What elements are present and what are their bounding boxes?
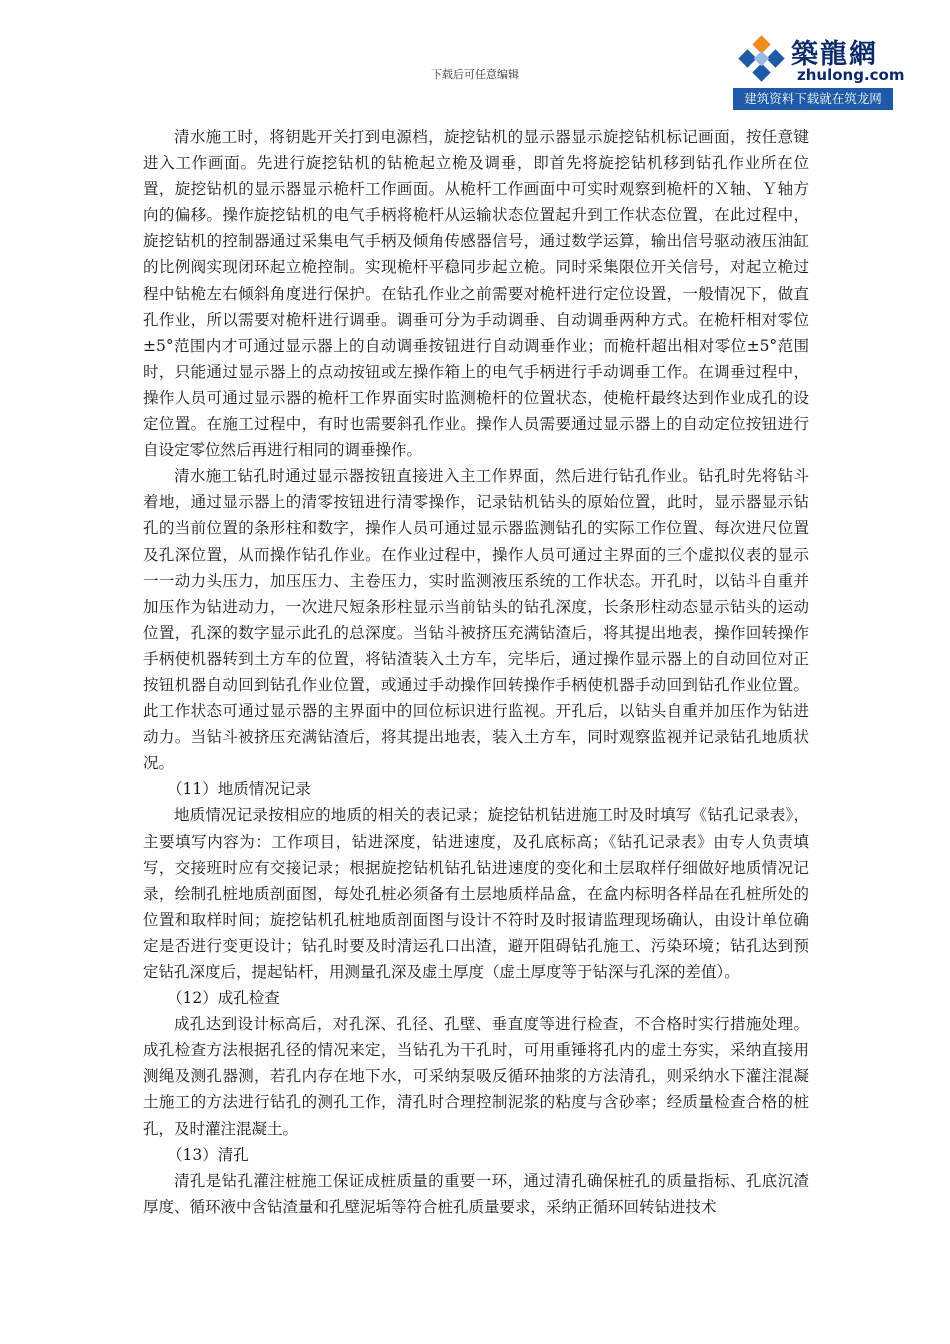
paragraph-geology-record: 地质情况记录按相应的地质的相关的表记录；旋挖钻机钻进施工时及时填写《钻孔记录表》，主要填写内容为：工作项目，钻进深度，钻进速度，及孔底标高；《钻孔记录表》由专人负责填写，交接班时应有交接记录；根据旋挖钻机钻孔钻进速度的变化和土层取样仔细做好地质情况记录，绘制孔桩地质剖面图，每处孔桩必须备有土层地质样品盒，在盒内标明各样品在孔桩所处的位置和取样时间；旋挖钻机孔桩地质剖面图与设计不符时及时报请监理现场确认，由设计单位确定是否进行变更设计；钻孔时要及时清运孔口出渣，避开阻碍钻孔施工、污染环境；钻孔达到预定钻孔深度后，提起钻杆，用测量孔深及虚土厚度（虚土厚度等于钻深与孔深的差值）。	[143, 806, 809, 981]
logo-name-en: zhulong.com	[797, 66, 905, 84]
section-heading-hole-inspection: （12）成孔检查	[167, 989, 280, 1008]
section-heading-geology-record: （11）地质情况记录	[167, 780, 311, 799]
paragraph-drilling: 清水施工钻孔时通过显示器按钮直接进入主工作界面，然后进行钻孔作业。钻孔时先将钻斗着地，通过显示器上的清零按钮进行清零操作，记录钻机钻头的原始位置，此时，显示器显示钻孔的当前位置的条形柱和数字，操作人员可通过显示器监测钻孔的实际工作位置、每次进尺位置及孔深位置，从而操作钻孔作业。在作业过程中，操作人员可通过主界面的三个虚拟仪表的显示一一动力头压力，加压压力、主卷压力，实时监测液压系统的工作状态。开孔时，以钻斗自重并加压作为钻进动力，一次进尺短条形柱显示当前钻头的钻孔深度，长条形柱动态显示钻头的运动位置，孔深的数字显示此孔的总深度。当钻斗被挤压充满钻渣后，将其提出地表，操作回转操作手柄使机器转到土方车的位置，将钻渣装入土方车，完毕后，通过操作显示器上的自动回位对正按钮机器自动回到钻孔作业位置，或通过手动操作回转操作手柄使机器手动回到钻孔作业位置。此工作状态可通过显示器的主界面中的回位标识进行监视。开孔后，以钻头自重并加压作为钻进动力。当钻斗被挤压充满钻渣后，将其提出地表，装入土方车，同时观察监视并记录钻孔地质状况。	[143, 467, 809, 773]
zhulong-logo-icon	[737, 34, 787, 84]
logo-name-cn: 築龍網	[791, 39, 878, 70]
paragraph-rig-setup: 清水施工时，将钥匙开关打到电源档，旋挖钻机的显示器显示旋挖钻机标记画面，按任意键进入工作画面。先进行旋挖钻机的钻桅起立桅及调垂，即首先将旋挖钻机移到钻孔作业所在位置，旋挖钻机的显示器显示桅杆工作画面。从桅杆工作画面中可实时观察到桅杆的Ｘ轴、Ｙ轴方向的偏移。操作旋挖钻机的电气手柄将桅杆从运输状态位置起升到工作状态位置，在此过程中，旋挖钻机的控制器通过采集电气手柄及倾角传感器信号，通过数学运算，输出信号驱动液压油缸的比例阀实现闭环起立桅控制。实现桅杆平稳同步起立桅。同时采集限位开关信号，对起立桅过程中钻桅左右倾斜角度进行保护。在钻孔作业之前需要对桅杆进行定位设置，一般情况下，做直孔作业，所以需要对桅杆进行调垂。调垂可分为手动调垂、自动调垂两种方式。在桅杆相对零位±5°范围内才可通过显示器上的自动调垂按钮进行自动调垂作业；而桅杆超出相对零位±5°范围时，只能通过显示器上的点动按钮或左操作箱上的电气手柄进行手动调垂工作。在调垂过程中，操作人员可通过显示器的桅杆工作界面实时监测桅杆的位置状态，使桅杆最终达到作业成孔的设定位置。在施工过程中，有时也需要斜孔作业。操作人员需要通过显示器上的自动定位按钮进行自设定零位然后再进行相同的调垂操作。	[143, 128, 809, 460]
document-body	[143, 124, 809, 1220]
header-note: 下载后可任意编辑	[431, 68, 519, 81]
logo-slogan: 建筑资料下载就在筑龙网	[733, 88, 893, 110]
section-heading-hole-cleaning: （13）清孔	[167, 1145, 249, 1164]
paragraph-hole-cleaning: 清孔是钻孔灌注桩施工保证成桩质量的重要一环，通过清孔确保桩孔的质量指标、孔底沉渣厚度、循环液中含钻渣量和孔壁泥垢等符合桩孔质量要求，采纳正循环回转钻进技术	[143, 1171, 809, 1216]
paragraph-hole-inspection: 成孔达到设计标高后，对孔深、孔径、孔壁、垂直度等进行检查，不合格时实行措施处理。成孔检查方法根据孔径的情况来定，当钻孔为干孔时，可用重锤将孔内的虚土夯实，采纳直接用测绳及测孔器测，若孔内存在地下水，可采纳泵吸反循环抽浆的方法清孔，则采纳水下灌注混凝土施工的方法进行钻孔的测孔工作，清孔时合理控制泥浆的粘度与含砂率；经质量检查合格的桩孔，及时灌注混凝土。	[143, 1015, 809, 1138]
zhulong-logo	[733, 30, 905, 110]
